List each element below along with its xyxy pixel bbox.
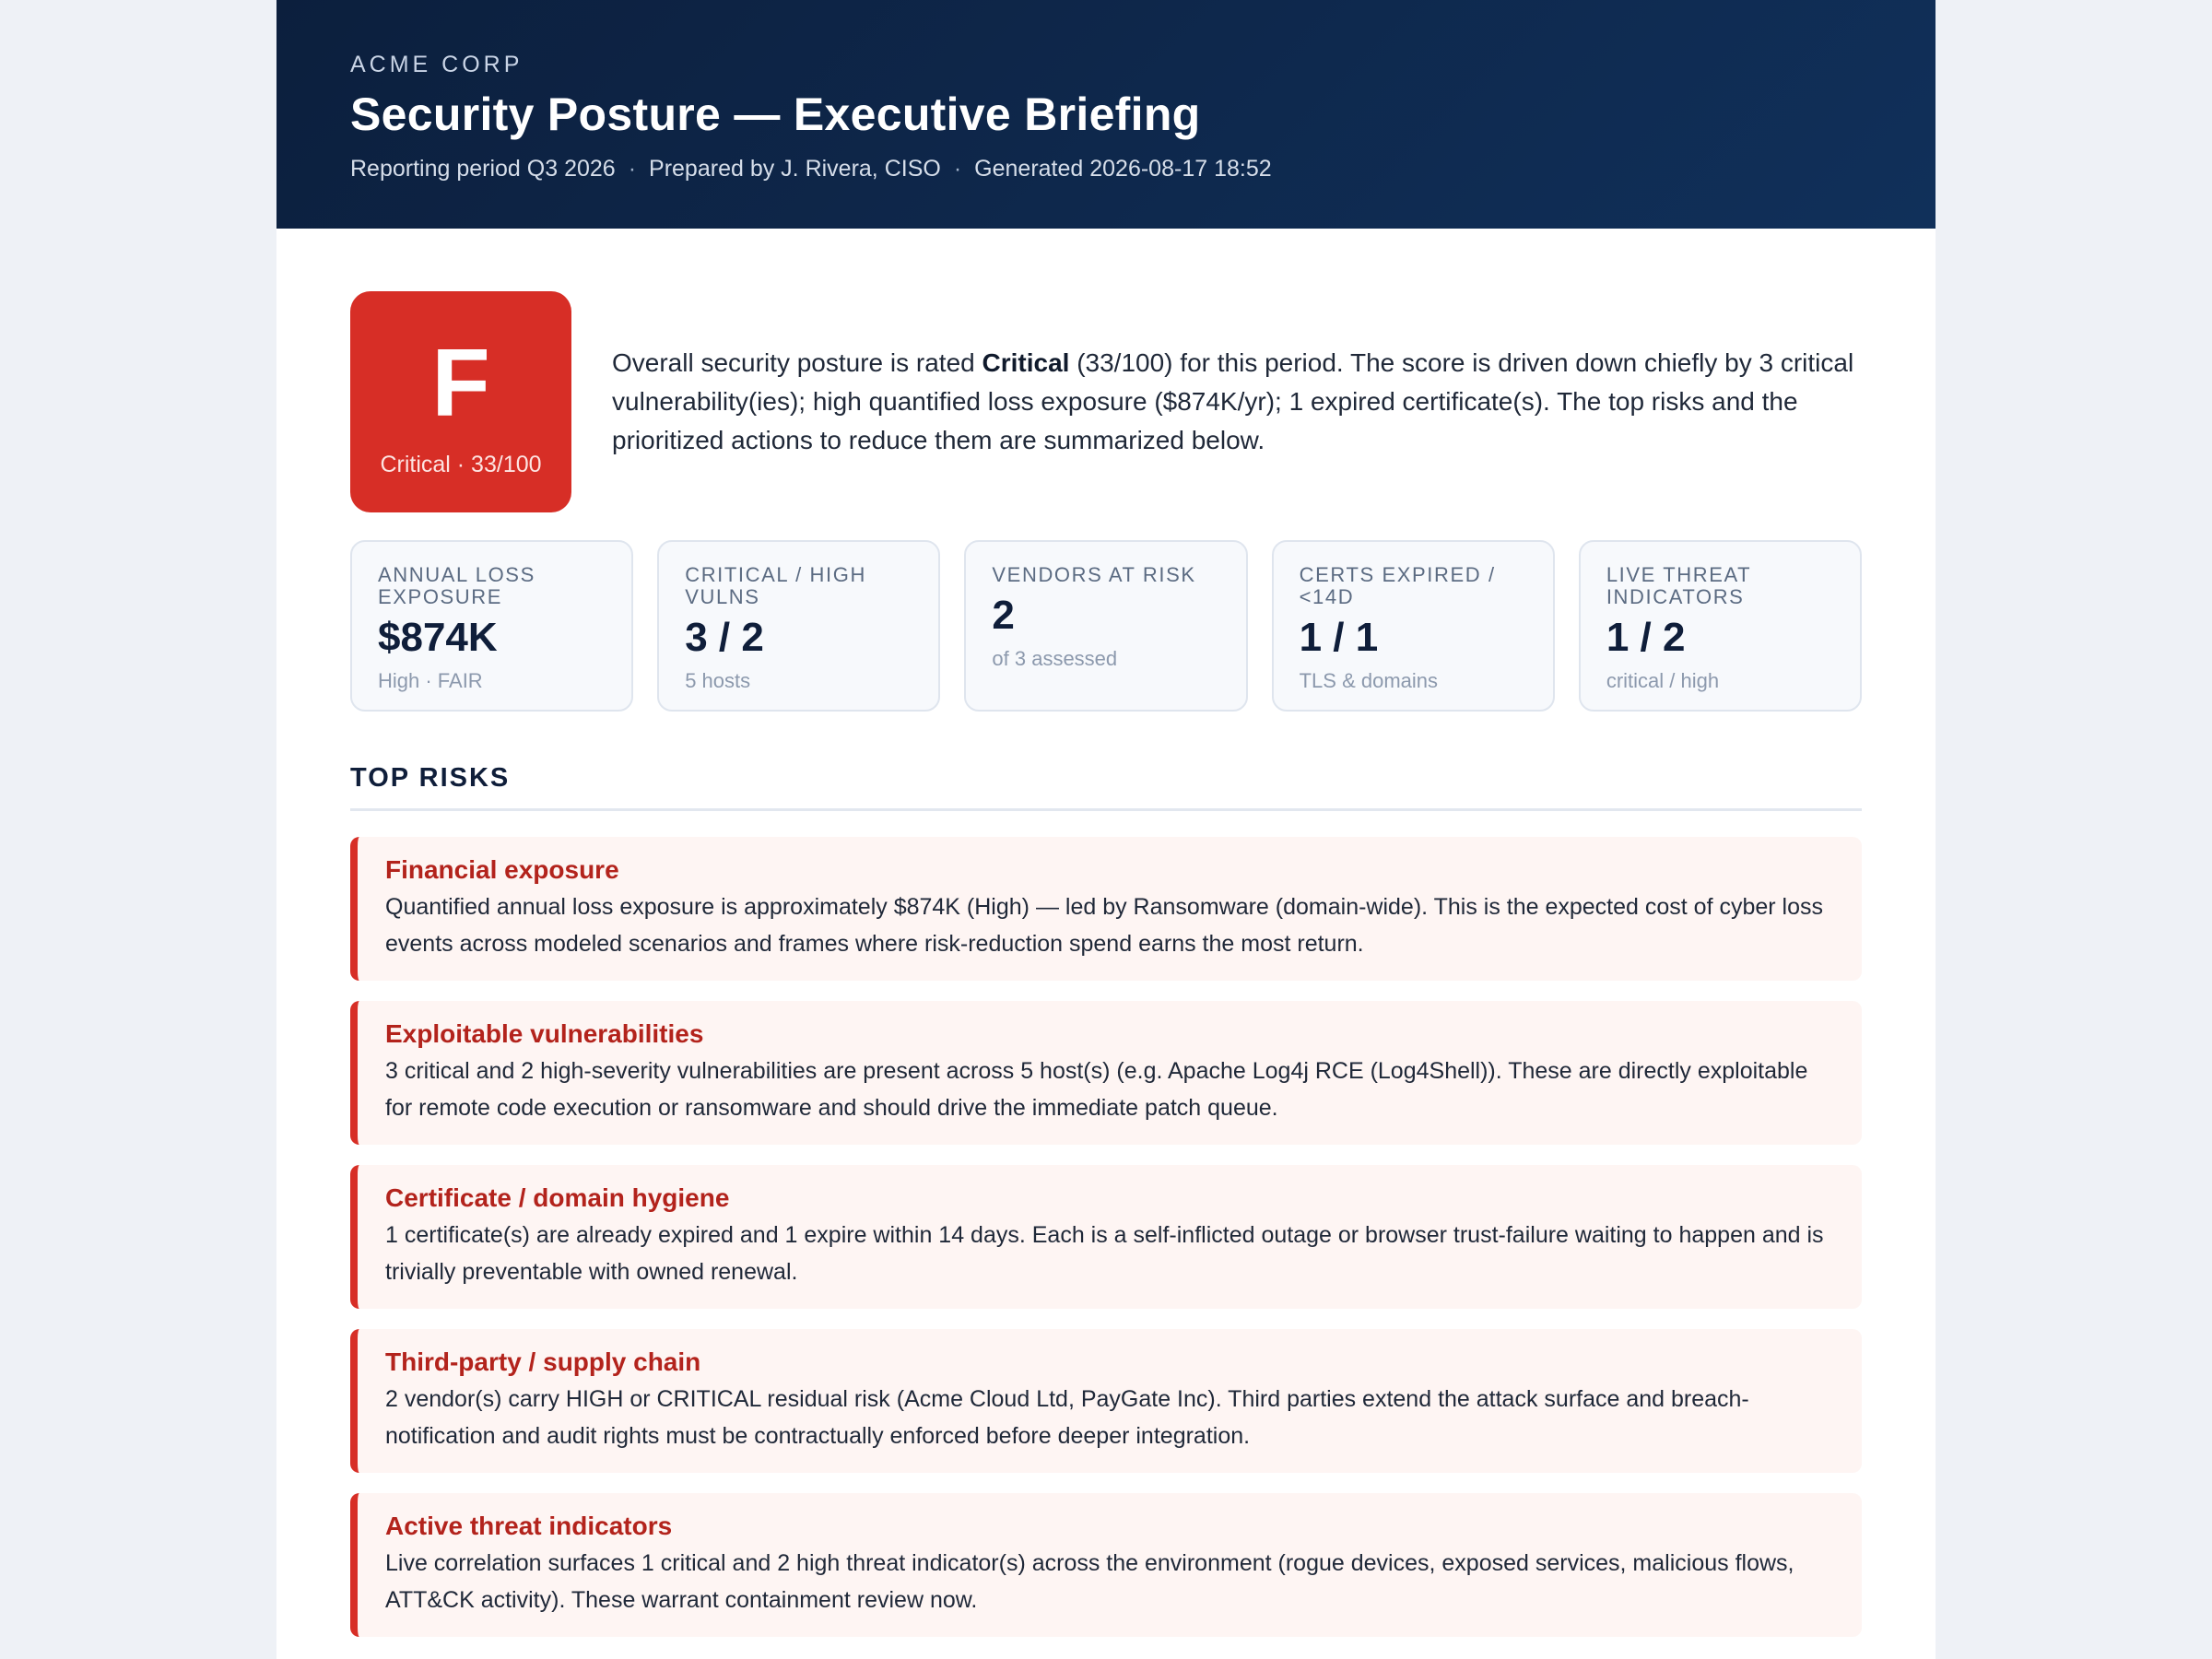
kpi-card-loss-exposure (350, 540, 633, 712)
risk-title: Exploitable vulnerabilities (385, 1019, 704, 1048)
meta-separator: · (628, 156, 637, 182)
kpi-label: CERTS EXPIRED / <14D (1299, 563, 1496, 608)
kpi-value: 1 / 2 (1606, 615, 1686, 660)
kpi-value: 2 (992, 593, 1015, 638)
grade-badge (350, 291, 571, 512)
summary-paragraph (612, 344, 1862, 460)
kpi-note: TLS & domains (1299, 669, 1439, 692)
risk-item-financial (350, 837, 1862, 981)
kpi-row (350, 540, 1862, 712)
kpi-value: 1 / 1 (1299, 615, 1379, 660)
risk-title: Active threat indicators (385, 1512, 673, 1540)
risk-body: Quantified annual loss exposure is approximately $874K (High) — led by Ransomware (domain-wide). This is the expected cost of cyber loss events across modeled scenarios and frames where risk-reduction spend earns the most return. (385, 894, 1824, 957)
kpi-label: ANNUAL LOSS EXPOSURE (378, 563, 535, 608)
summary-prefix: Overall security posture is rated (612, 348, 982, 377)
risk-item-vulnerabilities (350, 1001, 1862, 1145)
risk-body: 1 certificate(s) are already expired and 1 expire within 14 days. Each is a self-inflicted outage or browser trust-failure waiting to happen and is trivially preventable with owned renewal. (385, 1222, 1824, 1285)
org-name: ACME CORP (350, 52, 524, 77)
risk-title: Certificate / domain hygiene (385, 1183, 730, 1212)
report-meta (350, 156, 1862, 182)
kpi-label: VENDORS AT RISK (992, 563, 1196, 586)
risk-body: 3 critical and 2 high-severity vulnerabilities are present across 5 host(s) (e.g. Apache Log4j RCE (Log4Shell)). These are directly exploitable for remote code execution or ransomware and should drive the immediate patch queue. (385, 1058, 1808, 1121)
report-header (276, 0, 1936, 229)
kpi-label: LIVE THREAT INDICATORS (1606, 563, 1751, 608)
kpi-card-vulns (657, 540, 940, 712)
kpi-card-vendors (964, 540, 1247, 712)
meta-separator: · (953, 156, 962, 182)
risk-item-certificates (350, 1165, 1862, 1309)
summary-suffix: (33/100) for this period. The score is driven down chiefly by 3 critical vulnerability(ies); high quantified loss exposure ($874K/yr); 1 expired certificate(s). The top risks and the prioritized actions to reduce them are summarized below. (612, 348, 1854, 454)
report-content (276, 229, 1936, 1637)
reporting-period: Reporting period Q3 2026 (350, 156, 616, 182)
kpi-label: CRITICAL / HIGH VULNS (685, 563, 866, 608)
kpi-card-threats (1579, 540, 1862, 712)
briefing-page (276, 0, 1936, 1659)
kpi-value: $874K (378, 615, 498, 660)
risk-title: Financial exposure (385, 855, 619, 884)
kpi-note: critical / high (1606, 669, 1720, 692)
kpi-note: of 3 assessed (992, 647, 1118, 670)
top-risks-heading: TOP RISKS (350, 763, 1862, 811)
risk-body: Live correlation surfaces 1 critical and 2 high threat indicator(s) across the environment (rogue devices, exposed services, malicious flows, ATT&CK activity). These warrant containment review now. (385, 1550, 1794, 1613)
risk-list (350, 837, 1862, 1637)
kpi-note: High · FAIR (378, 669, 483, 692)
summary-rating: Critical (982, 348, 1070, 377)
generated-timestamp: Generated 2026-08-17 18:52 (974, 156, 1272, 182)
risk-body: 2 vendor(s) carry HIGH or CRITICAL residual risk (Acme Cloud Ltd, PayGate Inc). Third parties extend the attack surface and breach-notification and audit rights must be contractually enforced before deeper integration. (385, 1386, 1749, 1449)
prepared-by: Prepared by J. Rivera, CISO (649, 156, 941, 182)
kpi-note: 5 hosts (685, 669, 751, 692)
page-title: Security Posture — Executive Briefing (350, 88, 1201, 140)
kpi-value: 3 / 2 (685, 615, 764, 660)
grade-letter: F (431, 329, 490, 437)
kpi-card-certs (1272, 540, 1555, 712)
risk-title: Third-party / supply chain (385, 1347, 701, 1376)
risk-item-third-party (350, 1329, 1862, 1473)
posture-summary (350, 291, 1862, 512)
grade-score: Critical · 33/100 (380, 451, 542, 477)
risk-item-threats (350, 1493, 1862, 1637)
